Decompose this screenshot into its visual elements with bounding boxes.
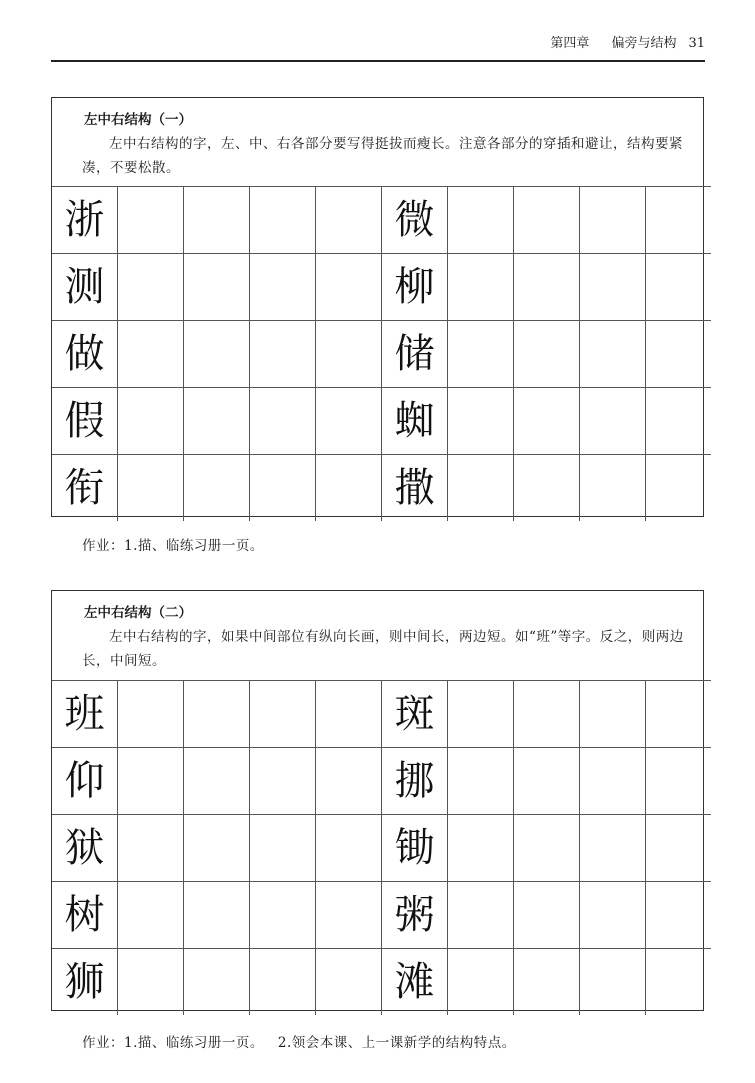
practice-cell[interactable] bbox=[250, 187, 316, 254]
practice-cell[interactable] bbox=[580, 815, 646, 882]
practice-cell[interactable] bbox=[118, 455, 184, 522]
practice-cell[interactable] bbox=[118, 949, 184, 1016]
practice-cell[interactable] bbox=[316, 815, 382, 882]
section-label: 偏旁与结构 bbox=[611, 36, 677, 51]
page-header bbox=[51, 32, 705, 62]
practice-cell[interactable] bbox=[250, 882, 316, 949]
practice-cell[interactable] bbox=[118, 321, 184, 388]
practice-cell[interactable] bbox=[316, 882, 382, 949]
practice-cell[interactable] bbox=[514, 681, 580, 748]
practice-cell[interactable] bbox=[118, 681, 184, 748]
practice-cell[interactable] bbox=[316, 388, 382, 455]
practice-cell[interactable] bbox=[448, 321, 514, 388]
practice-cell[interactable] bbox=[580, 949, 646, 1016]
practice-cell[interactable] bbox=[250, 321, 316, 388]
model-char: 斑 bbox=[382, 681, 448, 748]
practice-cell[interactable] bbox=[646, 949, 712, 1016]
practice-cell[interactable] bbox=[118, 187, 184, 254]
homework-note bbox=[82, 534, 264, 554]
practice-cell[interactable] bbox=[316, 254, 382, 321]
practice-cell[interactable] bbox=[448, 949, 514, 1016]
model-char: 假 bbox=[52, 388, 118, 455]
practice-cell[interactable] bbox=[184, 815, 250, 882]
model-char: 蜘 bbox=[382, 388, 448, 455]
model-char: 测 bbox=[52, 254, 118, 321]
grid-row bbox=[52, 321, 711, 388]
practice-cell[interactable] bbox=[184, 882, 250, 949]
model-char: 粥 bbox=[382, 882, 448, 949]
model-char: 撒 bbox=[382, 455, 448, 522]
model-char: 锄 bbox=[382, 815, 448, 882]
lesson-intro bbox=[52, 591, 703, 680]
model-char: 挪 bbox=[382, 748, 448, 815]
practice-cell[interactable] bbox=[514, 455, 580, 522]
model-char: 狮 bbox=[52, 949, 118, 1016]
practice-cell[interactable] bbox=[250, 681, 316, 748]
homework-item: 作业：1.描、临练习册一页。 bbox=[82, 1035, 264, 1051]
page-number: 31 bbox=[688, 36, 705, 51]
practice-cell[interactable] bbox=[250, 254, 316, 321]
practice-cell[interactable] bbox=[448, 455, 514, 522]
practice-cell[interactable] bbox=[448, 748, 514, 815]
practice-cell[interactable] bbox=[580, 455, 646, 522]
model-char: 仰 bbox=[52, 748, 118, 815]
practice-cell[interactable] bbox=[448, 388, 514, 455]
practice-cell[interactable] bbox=[514, 882, 580, 949]
model-char: 储 bbox=[382, 321, 448, 388]
practice-cell[interactable] bbox=[316, 321, 382, 388]
practice-cell[interactable] bbox=[184, 254, 250, 321]
lesson-title: 左中右结构（二） bbox=[84, 605, 192, 621]
grid-row bbox=[52, 949, 711, 1016]
practice-cell[interactable] bbox=[580, 254, 646, 321]
model-char: 班 bbox=[52, 681, 118, 748]
practice-cell[interactable] bbox=[250, 748, 316, 815]
grid-row bbox=[52, 882, 711, 949]
practice-cell[interactable] bbox=[580, 882, 646, 949]
lesson-section-2 bbox=[51, 590, 704, 1011]
practice-cell[interactable] bbox=[514, 321, 580, 388]
model-char: 做 bbox=[52, 321, 118, 388]
practice-grid bbox=[52, 680, 711, 1015]
practice-cell[interactable] bbox=[250, 815, 316, 882]
practice-cell[interactable] bbox=[646, 321, 712, 388]
model-char: 浙 bbox=[52, 187, 118, 254]
lesson-description: 左中右结构的字，如果中间部位有纵向长画，则中间长，两边短。如“班”等字。反之，则两边长，中间短。 bbox=[82, 629, 684, 669]
practice-cell[interactable] bbox=[580, 321, 646, 388]
practice-cell[interactable] bbox=[118, 882, 184, 949]
practice-cell[interactable] bbox=[580, 748, 646, 815]
practice-cell[interactable] bbox=[514, 949, 580, 1016]
practice-cell[interactable] bbox=[646, 455, 712, 522]
practice-cell[interactable] bbox=[580, 681, 646, 748]
practice-cell[interactable] bbox=[118, 388, 184, 455]
homework-item: 2.领会本课、上一课新学的结构特点。 bbox=[277, 1035, 516, 1051]
grid-row bbox=[52, 681, 711, 748]
grid-row bbox=[52, 187, 711, 254]
practice-cell[interactable] bbox=[118, 815, 184, 882]
practice-cell[interactable] bbox=[514, 254, 580, 321]
practice-cell[interactable] bbox=[646, 254, 712, 321]
practice-cell[interactable] bbox=[316, 681, 382, 748]
model-char: 树 bbox=[52, 882, 118, 949]
homework-item: 作业：1.描、临练习册一页。 bbox=[82, 538, 264, 554]
practice-cell[interactable] bbox=[514, 748, 580, 815]
chapter-label: 第四章 bbox=[550, 36, 590, 51]
practice-cell[interactable] bbox=[184, 949, 250, 1016]
practice-cell[interactable] bbox=[448, 681, 514, 748]
practice-grid bbox=[52, 186, 711, 521]
practice-cell[interactable] bbox=[316, 949, 382, 1016]
practice-cell[interactable] bbox=[514, 187, 580, 254]
lesson-description: 左中右结构的字，左、中、右各部分要写得挺拔而瘦长。注意各部分的穿插和避让，结构要紧凑，不要松散。 bbox=[82, 136, 683, 176]
practice-cell[interactable] bbox=[118, 254, 184, 321]
practice-cell[interactable] bbox=[118, 748, 184, 815]
homework-note bbox=[82, 1031, 516, 1051]
grid-row bbox=[52, 388, 711, 455]
practice-cell[interactable] bbox=[448, 815, 514, 882]
grid-row bbox=[52, 254, 711, 321]
practice-cell[interactable] bbox=[250, 455, 316, 522]
model-char: 柳 bbox=[382, 254, 448, 321]
practice-cell[interactable] bbox=[184, 321, 250, 388]
model-char: 微 bbox=[382, 187, 448, 254]
practice-cell[interactable] bbox=[580, 187, 646, 254]
grid-row bbox=[52, 815, 711, 882]
practice-cell[interactable] bbox=[448, 254, 514, 321]
practice-cell[interactable] bbox=[646, 187, 712, 254]
practice-cell[interactable] bbox=[646, 815, 712, 882]
lesson-intro bbox=[52, 98, 703, 186]
lesson-section-1 bbox=[51, 97, 704, 517]
practice-cell[interactable] bbox=[184, 681, 250, 748]
practice-cell[interactable] bbox=[184, 748, 250, 815]
practice-cell[interactable] bbox=[646, 681, 712, 748]
model-char: 滩 bbox=[382, 949, 448, 1016]
practice-cell[interactable] bbox=[646, 748, 712, 815]
grid-row bbox=[52, 455, 711, 522]
practice-cell[interactable] bbox=[184, 388, 250, 455]
practice-cell[interactable] bbox=[250, 388, 316, 455]
grid-row bbox=[52, 748, 711, 815]
practice-cell[interactable] bbox=[580, 388, 646, 455]
practice-cell[interactable] bbox=[184, 455, 250, 522]
practice-cell[interactable] bbox=[250, 949, 316, 1016]
practice-cell[interactable] bbox=[316, 455, 382, 522]
practice-cell[interactable] bbox=[448, 882, 514, 949]
model-char: 衔 bbox=[52, 455, 118, 522]
practice-cell[interactable] bbox=[514, 388, 580, 455]
practice-cell[interactable] bbox=[184, 187, 250, 254]
practice-cell[interactable] bbox=[514, 815, 580, 882]
practice-cell[interactable] bbox=[646, 882, 712, 949]
practice-cell[interactable] bbox=[448, 187, 514, 254]
practice-cell[interactable] bbox=[316, 748, 382, 815]
model-char: 狱 bbox=[52, 815, 118, 882]
practice-cell[interactable] bbox=[646, 388, 712, 455]
practice-cell[interactable] bbox=[316, 187, 382, 254]
lesson-title: 左中右结构（一） bbox=[84, 112, 192, 128]
